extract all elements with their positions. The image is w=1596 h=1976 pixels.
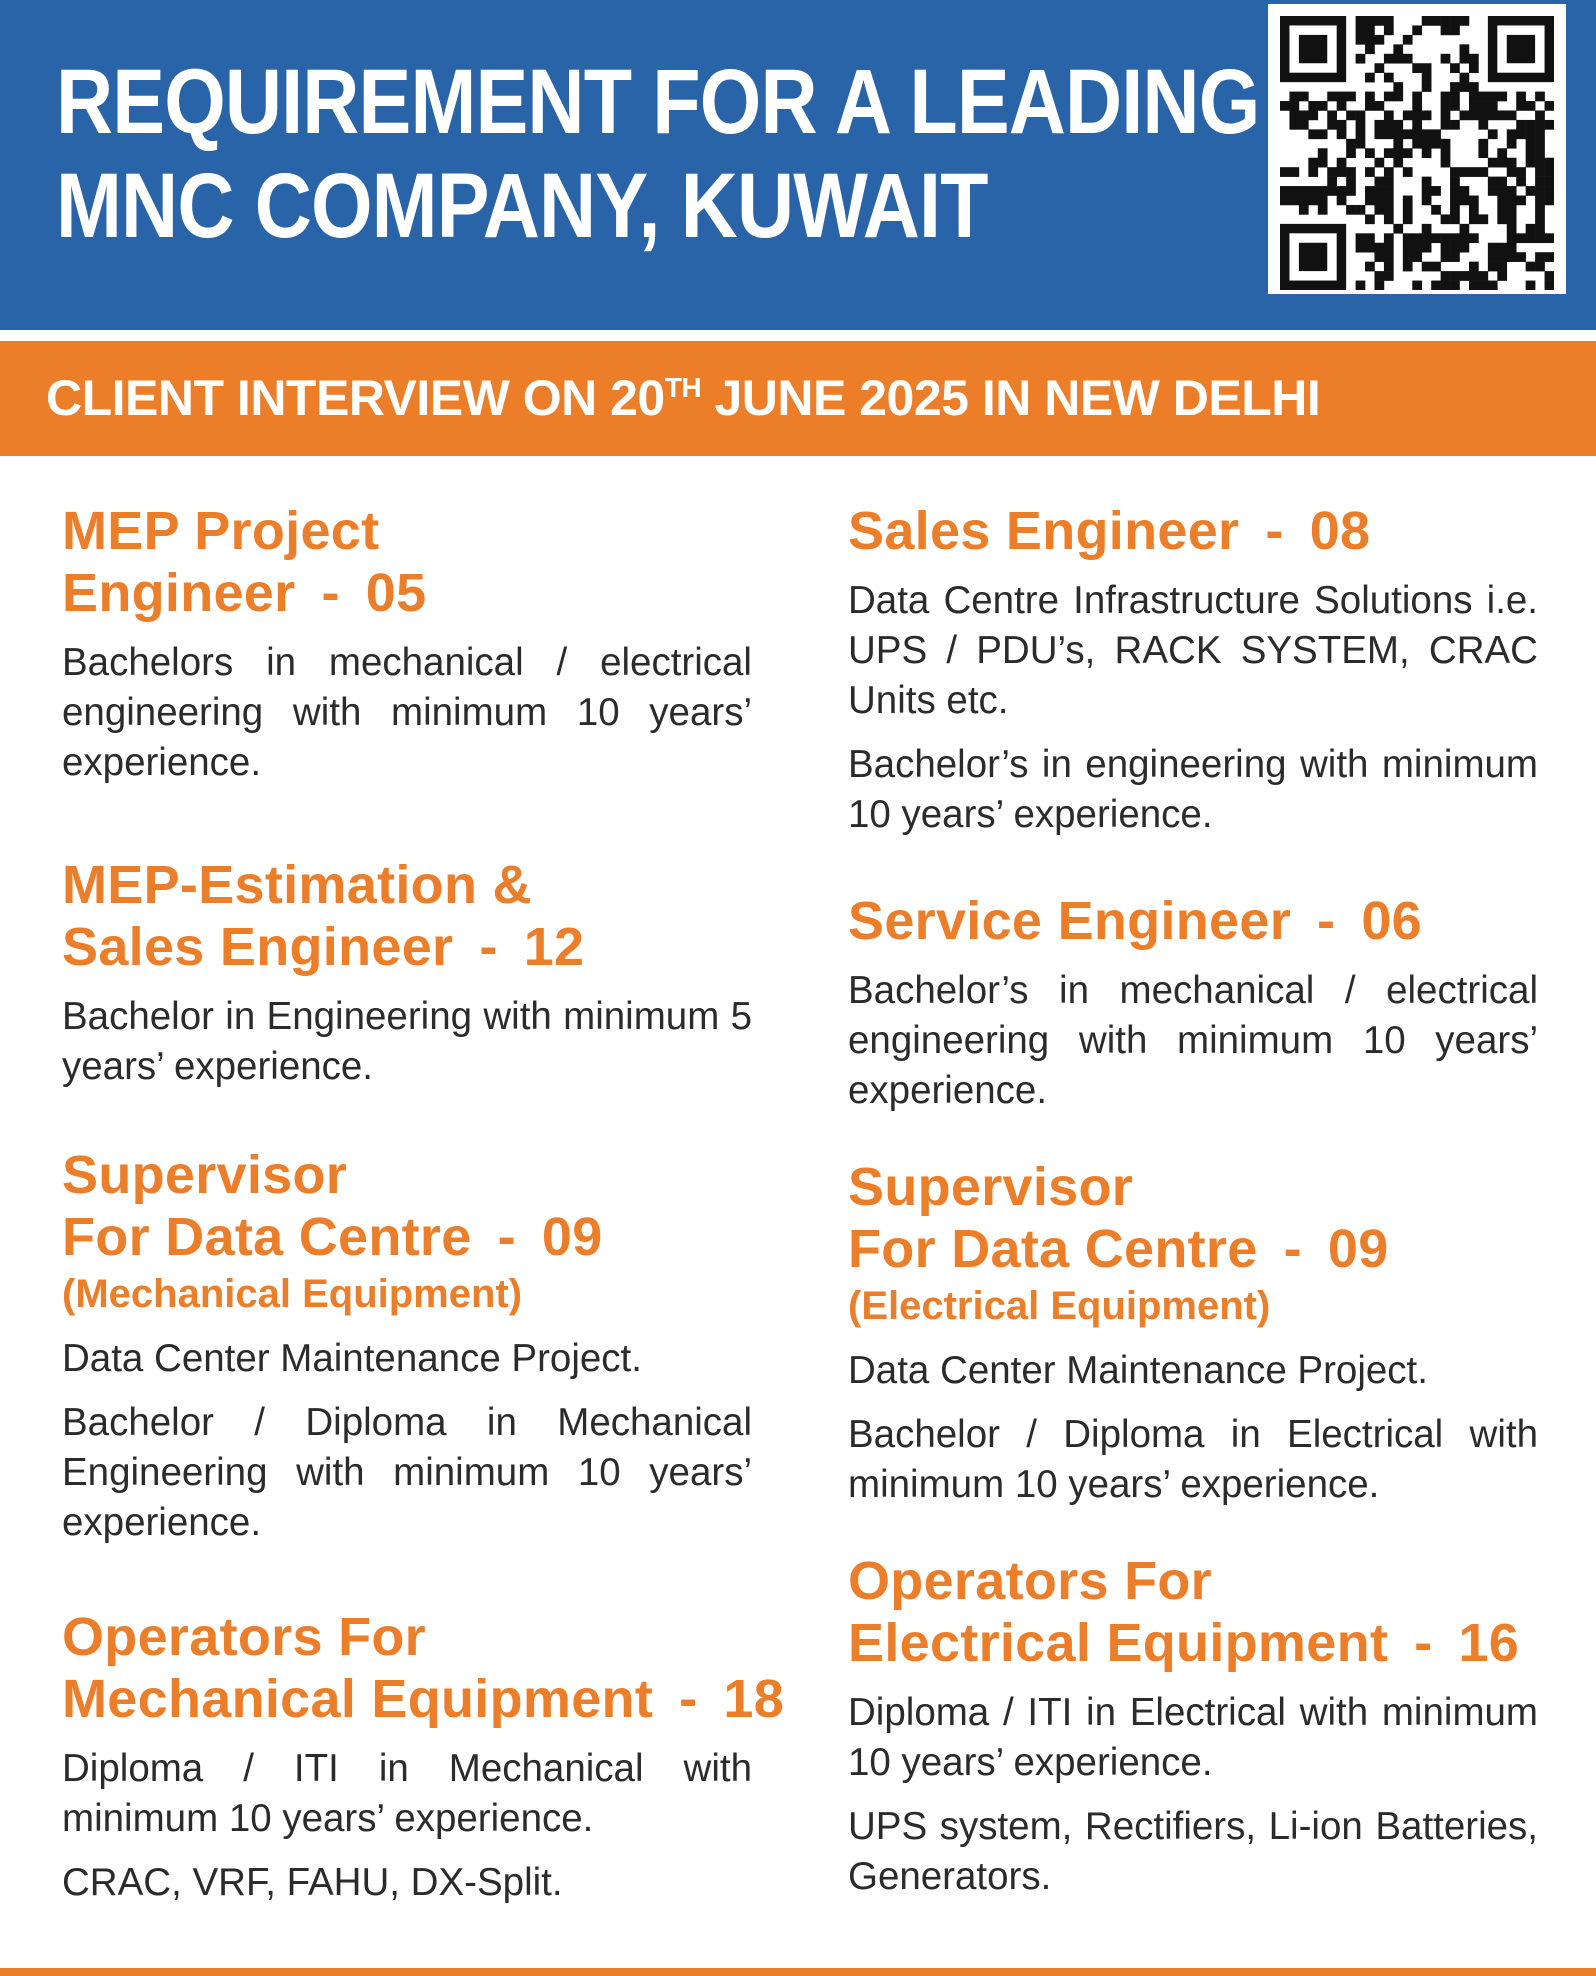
job-count: 08 [1309,501,1371,561]
job-description: Data Center Maintenance Project. [848,1349,1428,1392]
job-description: Diploma / ITI in Electrical with minimum 10 years’ experience. [848,1691,1538,1784]
job-count: 18 [723,1669,785,1729]
title-line-1: REQUIREMENT FOR A LEADING [56,51,1260,153]
job-description: Data Center Maintenance Project. [62,1337,642,1380]
job-posting [62,854,752,1092]
job-title-line: MEP-Estimation & [62,855,532,915]
job-posting [848,500,1538,840]
job-dash: - [679,1669,698,1729]
job-posting [62,1144,752,1548]
job-title-text: Sales Engineer [62,917,454,977]
interview-prefix: CLIENT INTERVIEW ON 20 [46,370,665,426]
job-description: Bachelor / Diploma in Mechanical Engineering with minimum 10 years’ experience. [62,1401,752,1544]
header-banner [0,0,1596,330]
job-title [848,1612,1538,1674]
job-description: Data Centre Infrastructure Solutions i.e. UPS / PDU’s, RACK SYSTEM, CRAC Units etc. [848,579,1538,722]
job-dash: - [1414,1613,1433,1673]
job-title-text: Electrical Equipment [848,1613,1389,1673]
right-column [848,500,1538,1902]
job-dash: - [497,1207,516,1267]
job-title-text: Mechanical Equipment [62,1669,654,1729]
job-title-line: Supervisor [848,1157,1134,1217]
job-title [62,916,752,978]
title-spacer [848,1674,1538,1688]
job-dash: - [321,563,340,623]
title-spacer [848,952,1538,966]
job-dash: - [1317,891,1336,951]
job-count: 09 [1327,1219,1389,1279]
job-title [848,500,1538,562]
bottom-divider [0,1968,1596,1976]
title-line-2: MNC COMPANY, KUWAIT [56,155,988,257]
job-description: Bachelor in Engineering with minimum 5 years’ experience. [62,995,752,1088]
qr-code-icon[interactable] [1268,4,1566,294]
job-title-text: For Data Centre [62,1207,472,1267]
interview-suffix: JUNE 2025 IN NEW DELHI [701,370,1321,426]
job-dash: - [479,917,498,977]
interview-text [46,341,1320,456]
job-count: 06 [1361,891,1422,951]
job-count: 12 [523,917,585,977]
job-count: 05 [365,563,427,623]
interview-superscript: TH [664,372,702,403]
job-title-line: Operators For [62,1607,426,1667]
job-subtitle: (Electrical Equipment) [848,1284,1271,1328]
title-spacer [62,1730,752,1744]
job-title-text: Sales Engineer [848,501,1240,561]
job-description: Bachelor / Diploma in Electrical with minimum 10 years’ experience. [848,1413,1538,1506]
job-description: Diploma / ITI in Mechanical with minimum 10 years’ experience. [62,1747,752,1840]
job-title-line: Operators For [848,1551,1212,1611]
job-title-line: MEP Project [62,501,380,561]
title-spacer [848,1332,1538,1346]
qr-code-pattern [1280,16,1554,290]
job-count: 16 [1458,1613,1520,1673]
job-title [62,1668,785,1730]
job-title [62,562,752,624]
job-description: CRAC, VRF, FAHU, DX-Split. [62,1861,563,1904]
title-spacer [848,562,1538,576]
job-description: Bachelors in mechanical / electrical engineering with minimum 10 years’ experience. [62,641,752,784]
title-spacer [62,978,752,992]
job-dash: - [1283,1219,1302,1279]
job-posting [62,1606,785,1908]
job-subtitle: (Mechanical Equipment) [62,1272,523,1316]
left-column [62,500,785,1908]
job-posting [848,1550,1538,1902]
job-title-text: Engineer [62,563,296,623]
title-spacer [62,1320,752,1334]
job-title [848,1218,1538,1280]
job-title [848,890,1538,952]
job-description: Bachelor’s in engineering with minimum 10 years’ experience. [848,743,1538,836]
interview-banner [0,341,1596,456]
title-spacer [62,624,752,638]
page-title [56,50,1259,258]
job-posting [62,500,752,788]
job-posting [848,1156,1538,1510]
job-title-text: For Data Centre [848,1219,1258,1279]
job-count: 09 [541,1207,603,1267]
job-description: UPS system, Rectifiers, Li-ion Batteries, Generators. [848,1805,1538,1898]
job-dash: - [1265,501,1284,561]
job-title-line: Supervisor [62,1145,348,1205]
job-title [62,1206,752,1268]
job-posting [848,890,1538,1116]
job-description: Bachelor’s in mechanical / electrical engineering with minimum 10 years’ experience. [848,969,1538,1112]
job-title-text: Service Engineer [848,891,1292,951]
